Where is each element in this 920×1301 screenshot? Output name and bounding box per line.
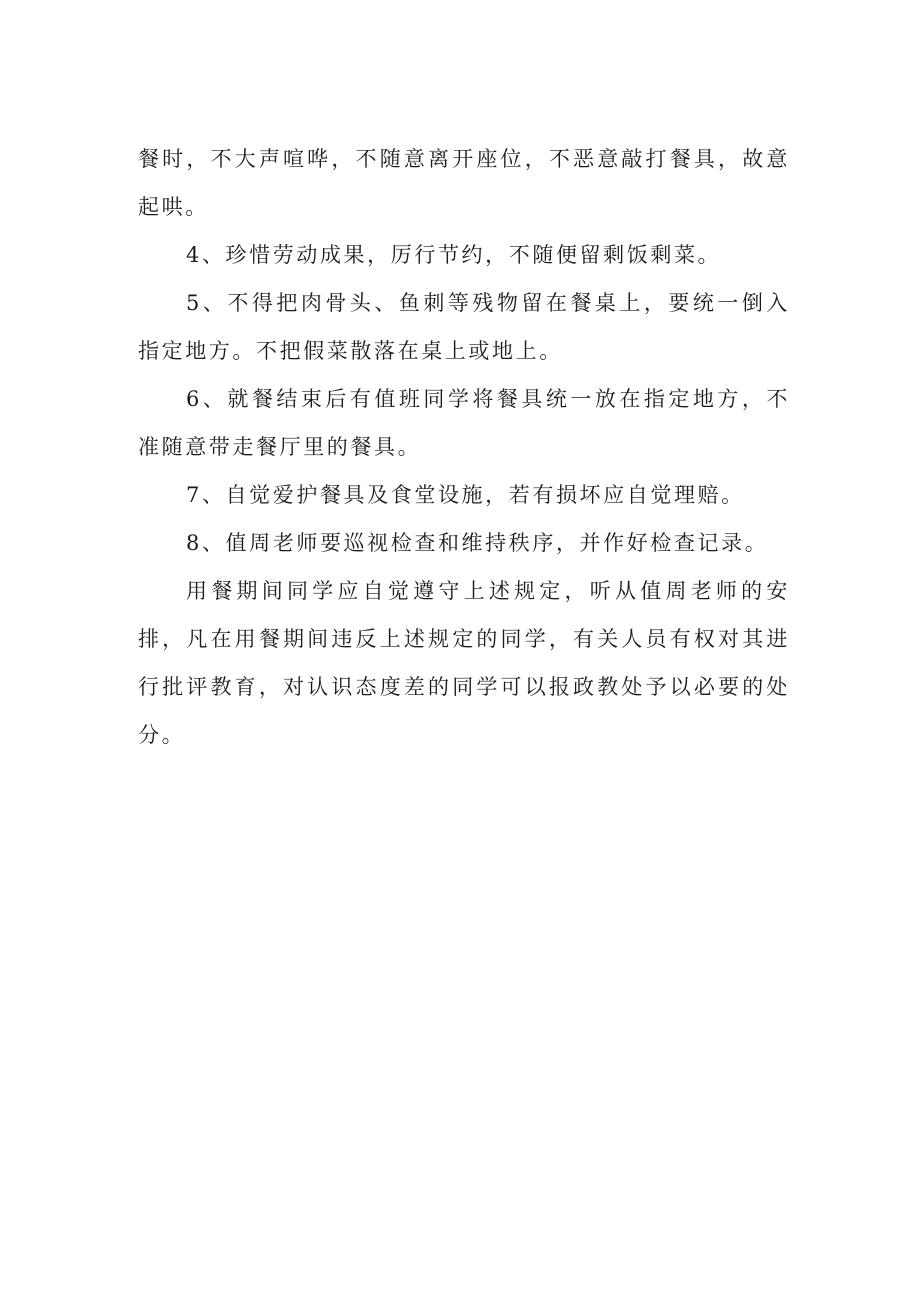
- rule-item-7: 7、自觉爱护餐具及食堂设施，若有损坏应自觉理赔。: [186, 483, 745, 507]
- rule-item-4: 4、珍惜劳动成果，厉行节约，不随便留剩饭剩菜。: [186, 243, 722, 267]
- rule-item-6: 6、就餐结束后有值班同学将餐具统一放在指定地方，不准随意带走餐厅里的餐具。: [138, 387, 790, 459]
- document-body: [138, 135, 790, 759]
- rule-item-8: 8、值周老师要巡视检查和维持秩序，并作好检查记录。: [186, 531, 769, 555]
- closing-paragraph: 用餐期间同学应自觉遵守上述规定，听从值周老师的安排，凡在用餐期间违反上述规定的同学，有关人员有权对其进行批评教育，对认识态度差的同学可以报政教处予以必要的处分。: [138, 579, 790, 747]
- rule-item-5: 5、不得把肉骨头、鱼刺等残物留在餐桌上，要统一倒入指定地方。不把假菜散落在桌上或地上。: [138, 291, 790, 363]
- paragraph-continuation: 餐时，不大声喧哗，不随意离开座位，不恶意敲打餐具，故意起哄。: [138, 147, 790, 219]
